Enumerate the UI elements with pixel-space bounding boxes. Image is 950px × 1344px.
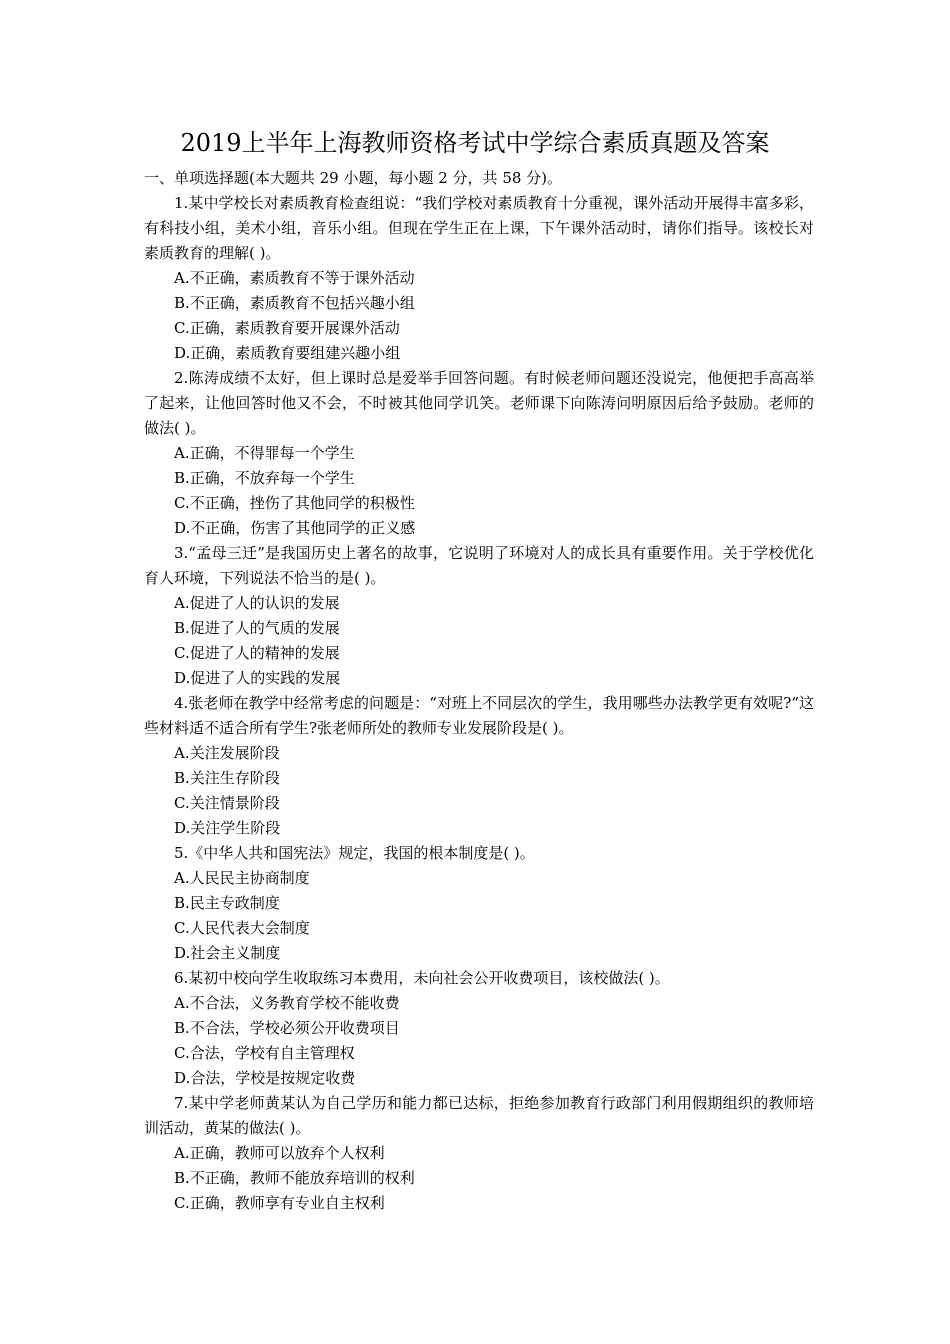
option-c: C.不正确，挫伤了其他同学的积极性 <box>174 494 415 512</box>
option-b: B.关注生存阶段 <box>174 769 280 787</box>
option-d: D.促进了人的实践的发展 <box>174 669 341 687</box>
option-a: A.不正确，素质教育不等于课外活动 <box>174 269 415 287</box>
option-d: D.正确，素质教育要组建兴趣小组 <box>174 344 401 362</box>
option-b: B.正确，不放弃每一个学生 <box>174 469 355 487</box>
option-d: D.社会主义制度 <box>174 944 281 962</box>
option-a: A.正确，不得罪每一个学生 <box>174 444 355 462</box>
document-content <box>144 166 814 1216</box>
question-stem: 6.某初中校向学生收取练习本费用，未向社会公开收费项目，该校做法( )。 <box>174 969 670 987</box>
option-a: A.关注发展阶段 <box>174 744 280 762</box>
question-stem: 3.“孟母三迁”是我国历史上著名的故事，它说明了环境对人的成长具有重要作用。关于学校优化育人环境，下列说法不恰当的是( )。 <box>144 544 814 587</box>
option-a: A.促进了人的认识的发展 <box>174 594 340 612</box>
option-a: A.不合法，义务教育学校不能收费 <box>174 994 400 1012</box>
section-header: 一、单项选择题(本大题共 29 小题，每小题 2 分，共 58 分)。 <box>144 169 563 187</box>
option-c: C.人民代表大会制度 <box>174 919 310 937</box>
option-c: C.正确，素质教育要开展课外活动 <box>174 319 400 337</box>
question-2 <box>144 366 814 541</box>
option-a: A.人民民主协商制度 <box>174 869 310 887</box>
option-d: D.不正确，伤害了其他同学的正义感 <box>174 519 416 537</box>
question-5 <box>144 841 814 966</box>
option-d: D.关注学生阶段 <box>174 819 281 837</box>
option-b: B.促进了人的气质的发展 <box>174 619 340 637</box>
question-7 <box>144 1091 814 1216</box>
option-c: C.合法，学校有自主管理权 <box>174 1044 355 1062</box>
question-stem: 4.张老师在教学中经常考虑的问题是：“对班上不同层次的学生，我用哪些办法教学更有效呢?“这些材料适不适合所有学生?张老师所处的教师专业发展阶段是( )。 <box>144 694 814 737</box>
option-b: B.不正确，教师不能放弃培训的权利 <box>174 1169 415 1187</box>
option-c: C.正确，教师享有专业自主权利 <box>174 1194 385 1212</box>
option-b: B.不正确，素质教育不包括兴趣小组 <box>174 294 415 312</box>
question-3 <box>144 541 814 691</box>
option-d: D.合法，学校是按规定收费 <box>174 1069 356 1087</box>
question-stem: 1.某中学校长对素质教育检查组说：“我们学校对素质教育十分重视，课外活动开展得丰富多彩，有科技小组，美术小组，音乐小组。但现在学生正在上课，下午课外活动时，请你们指导。该校长对素质教育的理解( )。 <box>144 194 814 262</box>
option-b: B.不合法，学校必须公开收费项目 <box>174 1019 400 1037</box>
question-stem: 7.某中学老师黄某认为自己学历和能力都已达标，拒绝参加教育行政部门利用假期组织的教师培训活动，黄某的做法( )。 <box>144 1094 814 1137</box>
question-4 <box>144 691 814 841</box>
option-c: C.关注情景阶段 <box>174 794 280 812</box>
option-c: C.促进了人的精神的发展 <box>174 644 340 662</box>
question-stem: 5.《中华人共和国宪法》规定，我国的根本制度是( )。 <box>174 844 535 862</box>
question-1 <box>144 191 814 366</box>
question-stem: 2.陈涛成绩不太好，但上课时总是爱举手回答问题。有时候老师问题还没说完，他便把手高高举了起来，让他回答时他又不会，不时被其他同学讥笑。老师课下向陈涛问明原因后给予鼓励。老师的做法( )。 <box>144 369 814 437</box>
document-title: 2019上半年上海教师资格考试中学综合素质真题及答案 <box>180 129 770 157</box>
option-a: A.正确，教师可以放弃个人权利 <box>174 1144 385 1162</box>
option-b: B.民主专政制度 <box>174 894 280 912</box>
question-6 <box>144 966 814 1091</box>
